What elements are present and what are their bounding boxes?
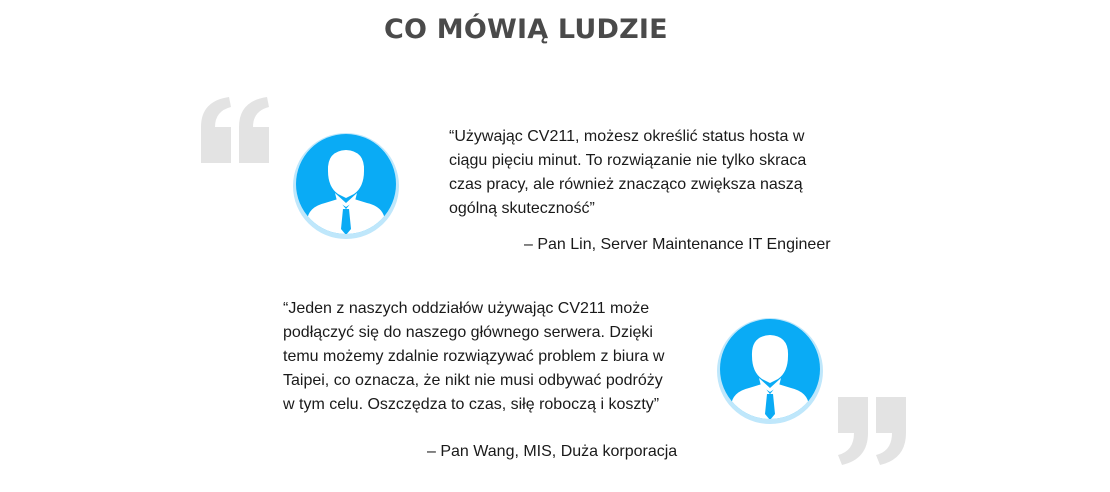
section-title: CO MÓWIĄ LUDZIE [384,14,668,45]
testimonial-quote: “Jeden z naszych oddziałów używając CV211 może podłączyć się do naszego głównego serwera. Dzięki temu możemy zdalnie rozwiązywać problem z biura w Taipei, co oznacza, że nikt nie musi odbywać podróży w tym celu. Oszczędza to czas, siłę roboczą i koszty” [283,300,665,413]
close-quote-icon [836,397,910,465]
open-quote-icon [199,97,273,163]
testimonial-quote: “Używając CV211, możesz określić status hosta w ciągu pięciu minut. To rozwiązanie nie tylko skraca czas pracy, ale również znacząco zwiększa naszą ogólną skuteczność” [449,128,807,217]
user-avatar-icon [715,316,825,426]
testimonial-author: – Pan Wang, MIS, Duża korporacja [427,443,678,460]
user-avatar-icon [291,131,401,241]
testimonial-author: – Pan Lin, Server Maintenance IT Engineer [524,236,831,253]
